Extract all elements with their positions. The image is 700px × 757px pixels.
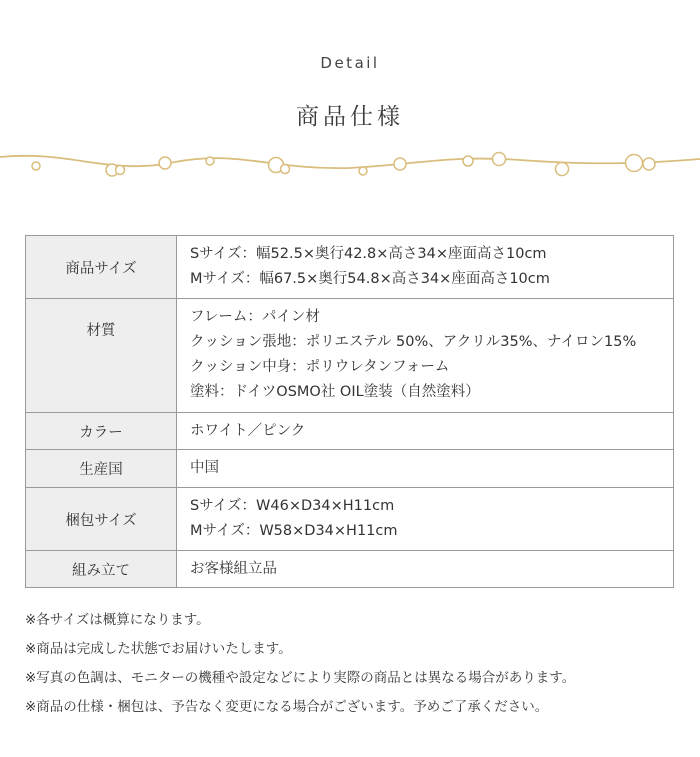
bead xyxy=(359,167,367,175)
bead xyxy=(32,162,40,170)
spec-value xyxy=(177,299,674,413)
spec-value xyxy=(177,488,674,551)
spec-label: 材質 xyxy=(26,299,177,413)
bead xyxy=(643,158,655,170)
spec-value xyxy=(177,551,674,588)
bead xyxy=(556,163,569,176)
section-eyebrow: Detail xyxy=(320,54,380,72)
bead xyxy=(463,156,473,166)
spec-line: クッション張地：ポリエステル 50%、アクリル35%、ナイロン15% xyxy=(190,334,637,350)
bead xyxy=(281,165,290,174)
spec-label: 組み立て xyxy=(26,551,177,588)
spec-line: Mサイズ：幅67.5×奥行54.8×高さ34×座面高さ10cm xyxy=(190,271,550,287)
spec-label: 商品サイズ xyxy=(26,236,177,299)
wave-line xyxy=(0,156,700,168)
note-item: ※各サイズは概算になります。 xyxy=(25,612,210,628)
spec-row-assembly xyxy=(26,551,674,588)
spec-label: 生産国 xyxy=(26,450,177,488)
bead xyxy=(116,166,125,175)
spec-row-material xyxy=(26,299,674,413)
note-item: ※商品の仕様・梱包は、予告なく変更になる場合がございます。予めご了承ください。 xyxy=(25,699,549,715)
bead xyxy=(394,158,406,170)
spec-row-origin xyxy=(26,450,674,488)
spec-line: Mサイズ：W58×D34×H11cm xyxy=(190,523,398,539)
spec-line: ホワイト／ピンク xyxy=(190,422,306,439)
spec-value xyxy=(177,450,674,488)
spec-value xyxy=(177,413,674,450)
spec-row-size xyxy=(26,236,674,299)
spec-line: Sサイズ：W46×D34×H11cm xyxy=(190,498,395,514)
spec-row-package-size xyxy=(26,488,674,551)
note-item: ※商品は完成した状態でお届けいたします。 xyxy=(25,641,292,657)
bead xyxy=(159,157,171,169)
page-title: 商品仕様 xyxy=(296,104,404,130)
spec-label: カラー xyxy=(26,413,177,450)
spec-row-color xyxy=(26,413,674,450)
spec-line: 塗料：ドイツOSMO社 OIL塗装（自然塗料） xyxy=(190,384,480,400)
spec-line: 中国 xyxy=(190,460,219,476)
spec-table xyxy=(25,235,674,588)
spec-line: フレーム：パイン材 xyxy=(190,309,320,325)
spec-label: 梱包サイズ xyxy=(26,488,177,551)
note-item: ※写真の色調は、モニターの機種や設定などにより実際の商品とは異なる場合があります。 xyxy=(25,670,576,686)
spec-line: クッション中身：ポリウレタンフォーム xyxy=(190,359,450,375)
spec-line: Sサイズ：幅52.5×奥行42.8×高さ34×座面高さ10cm xyxy=(190,246,547,262)
bead xyxy=(493,153,506,166)
notes-list xyxy=(25,608,685,724)
bead xyxy=(206,157,214,165)
wave-ornament xyxy=(0,140,700,190)
spec-line: お客様組立品 xyxy=(190,560,277,577)
bead xyxy=(626,155,643,172)
spec-value xyxy=(177,236,674,299)
